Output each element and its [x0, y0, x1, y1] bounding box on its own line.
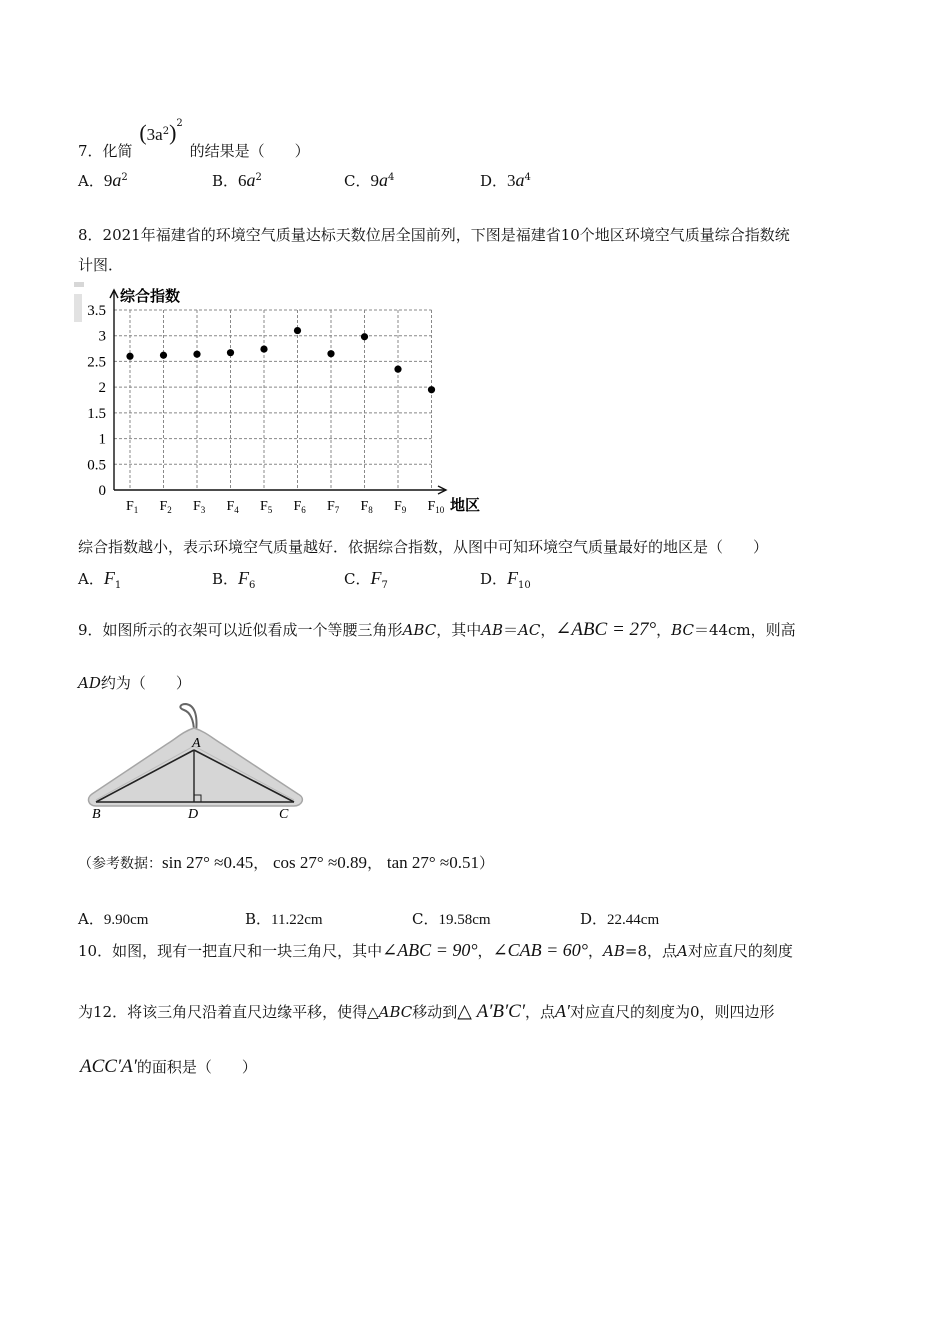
data-point-f10: [428, 386, 435, 393]
x-tick-label: $F_{10}$: [427, 499, 445, 515]
q9-option-d[interactable]: D．22.44cm: [580, 910, 660, 928]
data-point-f7: [327, 350, 334, 357]
y-tick-label: 2.5: [87, 354, 106, 371]
data-point-f3: [193, 351, 200, 358]
q7-number: 7．: [78, 142, 103, 160]
data-point-f1: [126, 353, 133, 360]
x-tick-label: $F_2$: [159, 499, 172, 515]
chart-y-axis-label: 综合指数: [120, 287, 181, 305]
q7-pre: 化简: [102, 142, 133, 160]
chart-x-axis-label: 地区: [450, 496, 481, 514]
x-tick-label: $F_3$: [193, 499, 206, 515]
q8-option-b[interactable]: B．$F_6$: [212, 568, 256, 591]
y-tick-label: 3: [98, 328, 106, 345]
q7-option-a[interactable]: A．$9a^2$: [78, 170, 128, 190]
chart-y-ticks: [87, 303, 106, 499]
x-tick-label: $F_9$: [394, 499, 407, 515]
q10-stem-line3: ACC′A′的面积是（ ）: [80, 1056, 257, 1077]
chart-points: [126, 327, 435, 393]
scan-corner-mark: [74, 294, 82, 322]
data-point-f6: [294, 327, 301, 334]
q8-stem-line2: 计图．: [78, 256, 124, 274]
q8-option-d[interactable]: D．$F_{10}$: [480, 568, 531, 591]
data-point-f4: [227, 349, 234, 356]
q9-option-c[interactable]: C．19.58cm: [412, 910, 491, 928]
chart-grid: [114, 310, 432, 490]
q9-option-a[interactable]: A．9.90cm: [78, 910, 149, 928]
q7-base: 3a: [146, 125, 163, 144]
label-point-d: D: [188, 807, 199, 822]
x-tick-label: $F_5$: [260, 499, 273, 515]
q9-stem-line1: 9．如图所示的衣架可以近似看成一个等腰三角形ABC，其中AB＝AC，∠ABC = 27°，BC＝44cm，则高: [78, 619, 796, 640]
q9-hanger-figure: [82, 702, 312, 822]
x-tick-label: $F_7$: [327, 499, 340, 515]
q9-stem-line2: AD约为（ ）: [78, 674, 191, 692]
q10-stem-line1: 10．如图，现有一把直尺和一块三角尺，其中∠ABC = 90°，∠CAB = 60°，AB=8，点A对应直尺的刻度: [78, 940, 793, 960]
data-point-f9: [394, 366, 401, 373]
data-point-f2: [160, 352, 167, 359]
q8-after-text: 综合指数越小，表示环境空气质量越好．依据综合指数，从图中可知环境空气质量最好的地区是（ ）: [78, 538, 769, 556]
q8-option-a[interactable]: A．$F_1$: [78, 568, 122, 591]
q7-option-c[interactable]: C．$9a^4$: [344, 170, 395, 190]
q7-stem: [78, 118, 310, 166]
label-point-c: C: [279, 807, 289, 822]
x-tick-label: $F_8$: [360, 499, 373, 515]
y-tick-label: 0.5: [87, 457, 106, 474]
y-tick-label: 1: [98, 431, 106, 448]
y-tick-label: 0: [98, 483, 106, 499]
x-tick-label: $F_1$: [126, 499, 139, 515]
q9-reference-data: （参考数据：sin 27° ≈0.45， cos 27° ≈0.89， tan 27° ≈0.51）: [78, 853, 495, 872]
q8-option-c[interactable]: C．$F_7$: [344, 568, 388, 591]
y-tick-label: 3.5: [87, 303, 106, 319]
x-tick-label: $F_6$: [293, 499, 306, 515]
y-tick-label: 2: [98, 380, 106, 397]
q9-option-b[interactable]: B．11.22cm: [245, 910, 323, 928]
q7-expression: $(3a^2)^2$: [139, 118, 183, 145]
data-point-f5: [260, 345, 267, 352]
q8-stem-line1: 8．2021年福建省的环境空气质量达标天数位居全国前列，下图是福建省10个地区环境空气质量综合指数统: [78, 226, 790, 244]
data-point-f8: [361, 333, 368, 340]
q7-option-d[interactable]: D．$3a^4$: [480, 170, 531, 190]
label-point-b: B: [92, 807, 101, 822]
q10-stem-line2: 为12．将该三角尺沿着直尺边缘平移，使得△ABC移动到△ A′B′C′，点A′对应直尺的刻度为0，则四边形: [78, 1001, 775, 1022]
chart-axes: [110, 290, 446, 494]
q7-option-b[interactable]: B．$6a^2$: [212, 170, 262, 190]
scan-corner-mark: [74, 282, 84, 287]
x-tick-label: $F_4$: [226, 499, 239, 515]
label-point-a: A: [192, 736, 201, 751]
chart-x-ticks: [126, 499, 445, 515]
y-tick-label: 1.5: [87, 405, 106, 422]
q8-scatter-chart: [72, 280, 492, 520]
q7-post: 的结果是（ ）: [189, 142, 310, 160]
